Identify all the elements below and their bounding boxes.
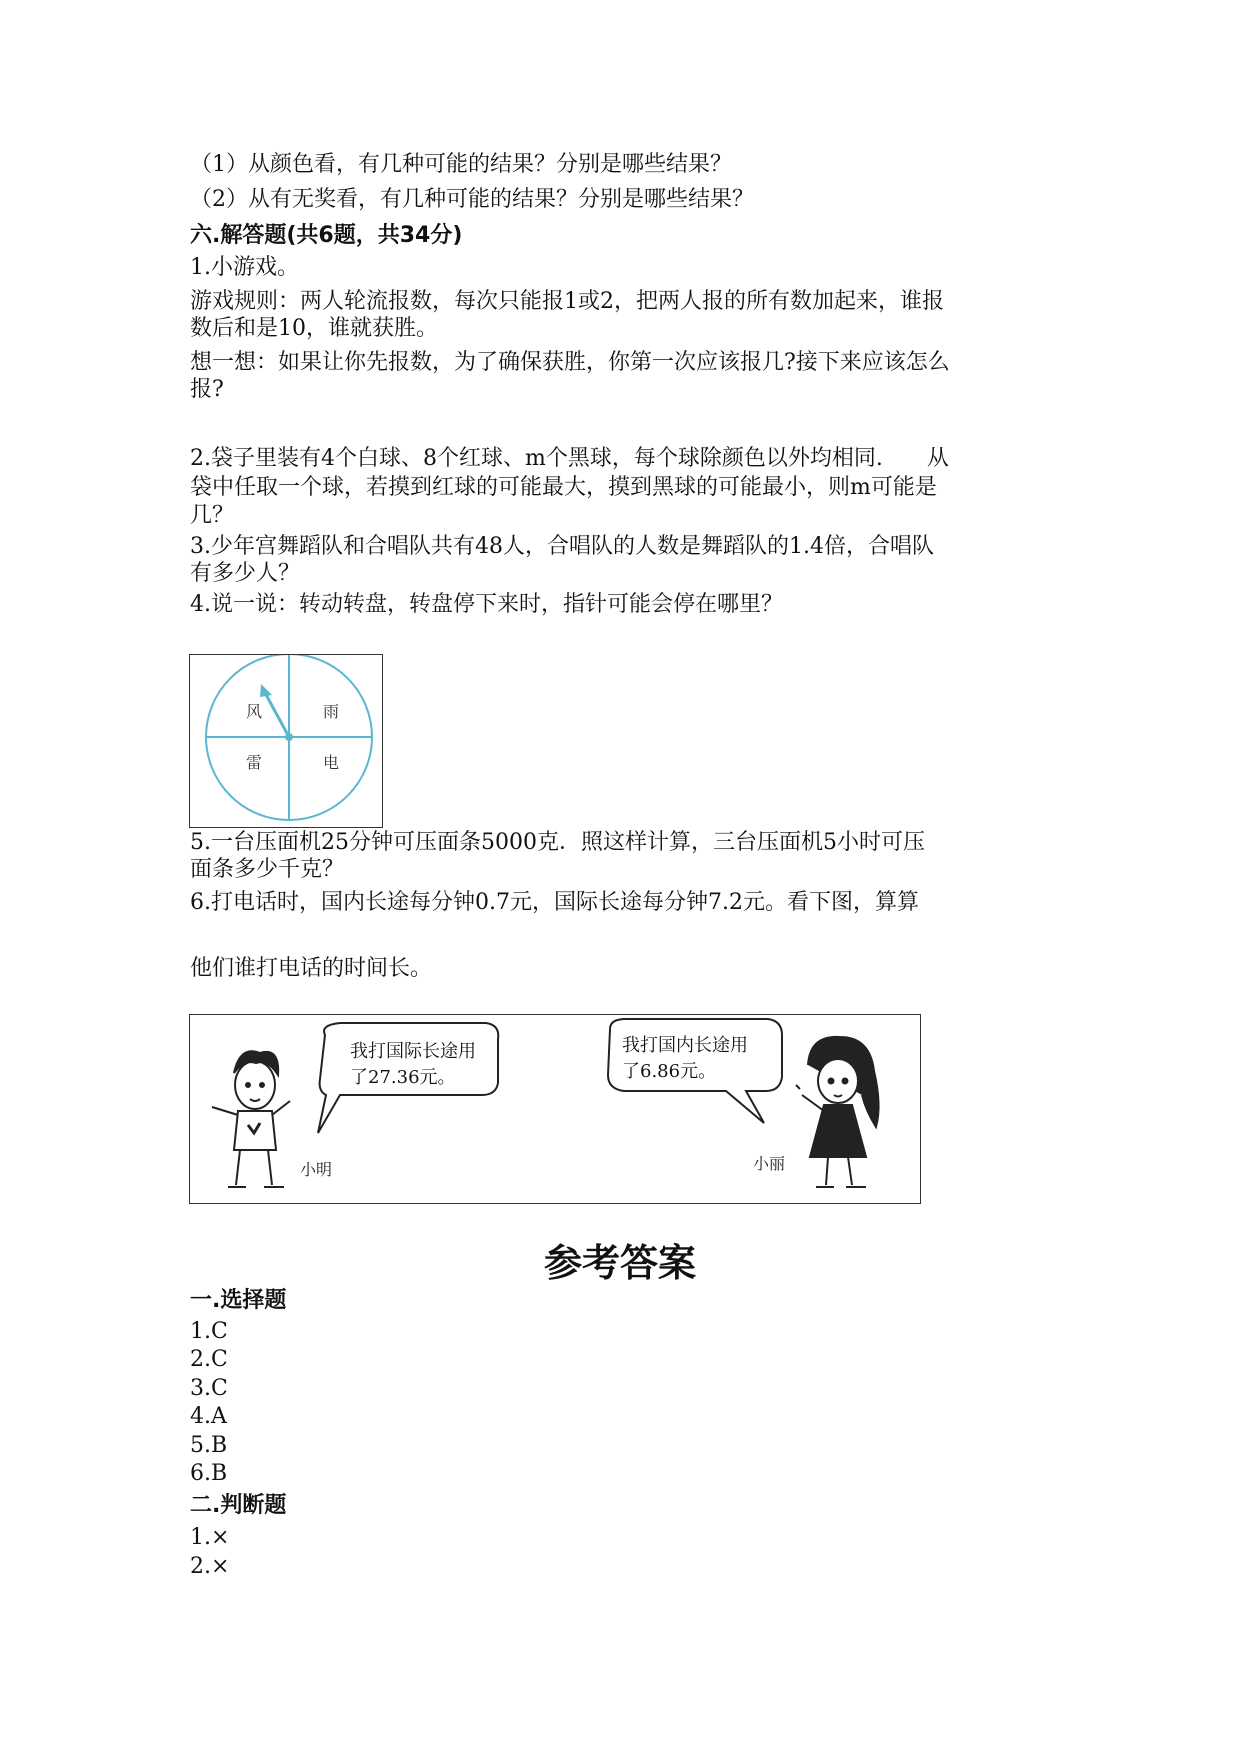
problem-2-cont2: 几？ bbox=[190, 503, 235, 528]
problem-5: 5.一台压面机25分钟可压面条5000克．照这样计算，三台压面机5小时可压 bbox=[190, 830, 925, 855]
spinner-label-wind: 风 bbox=[245, 702, 263, 721]
answer-1-1: 1.C bbox=[190, 1319, 228, 1344]
problem-6: 6.打电话时，国内长途每分钟0.7元，国际长途每分钟7.2元。看下图，算算 bbox=[190, 890, 919, 915]
problem-1-rule: 游戏规则：两人轮流报数，每次只能报1或2，把两人报的所有数加起来，谁报 bbox=[190, 289, 944, 314]
girl-bubble-line-1: 我打国内长途用 bbox=[622, 1035, 748, 1056]
spinner-figure bbox=[189, 654, 383, 828]
problem-4: 4.说一说：转动转盘，转盘停下来时，指针可能会停在哪里？ bbox=[190, 592, 783, 617]
girl-bubble-line-2: 了6.86元。 bbox=[622, 1061, 717, 1082]
spinner-label-rain: 雨 bbox=[322, 702, 340, 721]
problem-6-cont: 他们谁打电话的时间长。 bbox=[190, 956, 433, 981]
spinner-label-lightning: 电 bbox=[322, 753, 340, 772]
spinner-graphic bbox=[190, 655, 382, 827]
problem-5-cont: 面条多少千克？ bbox=[190, 857, 345, 882]
problem-2-cont: 袋中任取一个球，若摸到红球的可能最大，摸到黑球的可能最小，则m可能是 bbox=[190, 475, 937, 500]
problem-1-think-cont: 报? bbox=[190, 377, 224, 402]
answer-1-3: 3.C bbox=[190, 1376, 228, 1401]
boy-bubble-line-1: 我打国际长途用 bbox=[350, 1041, 476, 1062]
answer-1-5: 5.B bbox=[190, 1433, 228, 1458]
boy-illustration bbox=[212, 1051, 290, 1187]
problem-1-title: 1.小游戏。 bbox=[190, 255, 299, 280]
answer-1-4: 4.A bbox=[190, 1404, 227, 1429]
girl-illustration bbox=[796, 1037, 879, 1187]
girl-name: 小丽 bbox=[753, 1154, 786, 1173]
boy-bubble-line-2: 了27.36元。 bbox=[350, 1067, 456, 1088]
answer-2-2: 2.× bbox=[190, 1554, 230, 1579]
answer-1-2: 2.C bbox=[190, 1347, 228, 1372]
spinner-label-thunder: 雷 bbox=[245, 753, 263, 772]
answers-section-1-heading: 一.选择题 bbox=[190, 1288, 287, 1313]
problem-3-cont: 有多少人？ bbox=[190, 561, 301, 586]
boy-name: 小明 bbox=[300, 1160, 333, 1179]
problem-3: 3.少年宫舞蹈队和合唱队共有48人，合唱队的人数是舞蹈队的1.4倍，合唱队 bbox=[190, 534, 934, 559]
spinner-center bbox=[285, 733, 293, 741]
prev-q1: （1）从颜色看，有几种可能的结果？分别是哪些结果？ bbox=[190, 152, 732, 177]
answer-2-1: 1.× bbox=[190, 1525, 230, 1550]
problem-2: 2.袋子里装有4个白球、8个红球、m个黑球，每个球除颜色以外均相同. 从 bbox=[190, 446, 949, 471]
spinner-pointer bbox=[264, 691, 289, 737]
spinner-pointer-head bbox=[260, 684, 272, 697]
problem-1-think: 想一想：如果让你先报数，为了确保获胜，你第一次应该报几?接下来应该怎么 bbox=[190, 350, 950, 375]
section-heading: 六.解答题(共6题，共34分) bbox=[190, 223, 463, 248]
answers-title: 参考答案 bbox=[543, 1241, 696, 1285]
answers-section-2-heading: 二.判断题 bbox=[190, 1493, 287, 1518]
phone-call-graphic bbox=[190, 1015, 920, 1203]
prev-q2: （2）从有无奖看，有几种可能的结果？分别是哪些结果？ bbox=[190, 187, 754, 212]
phone-call-figure bbox=[189, 1014, 921, 1204]
problem-1-rule-cont: 数后和是10，谁就获胜。 bbox=[190, 316, 438, 341]
answer-1-6: 6.B bbox=[190, 1461, 228, 1486]
